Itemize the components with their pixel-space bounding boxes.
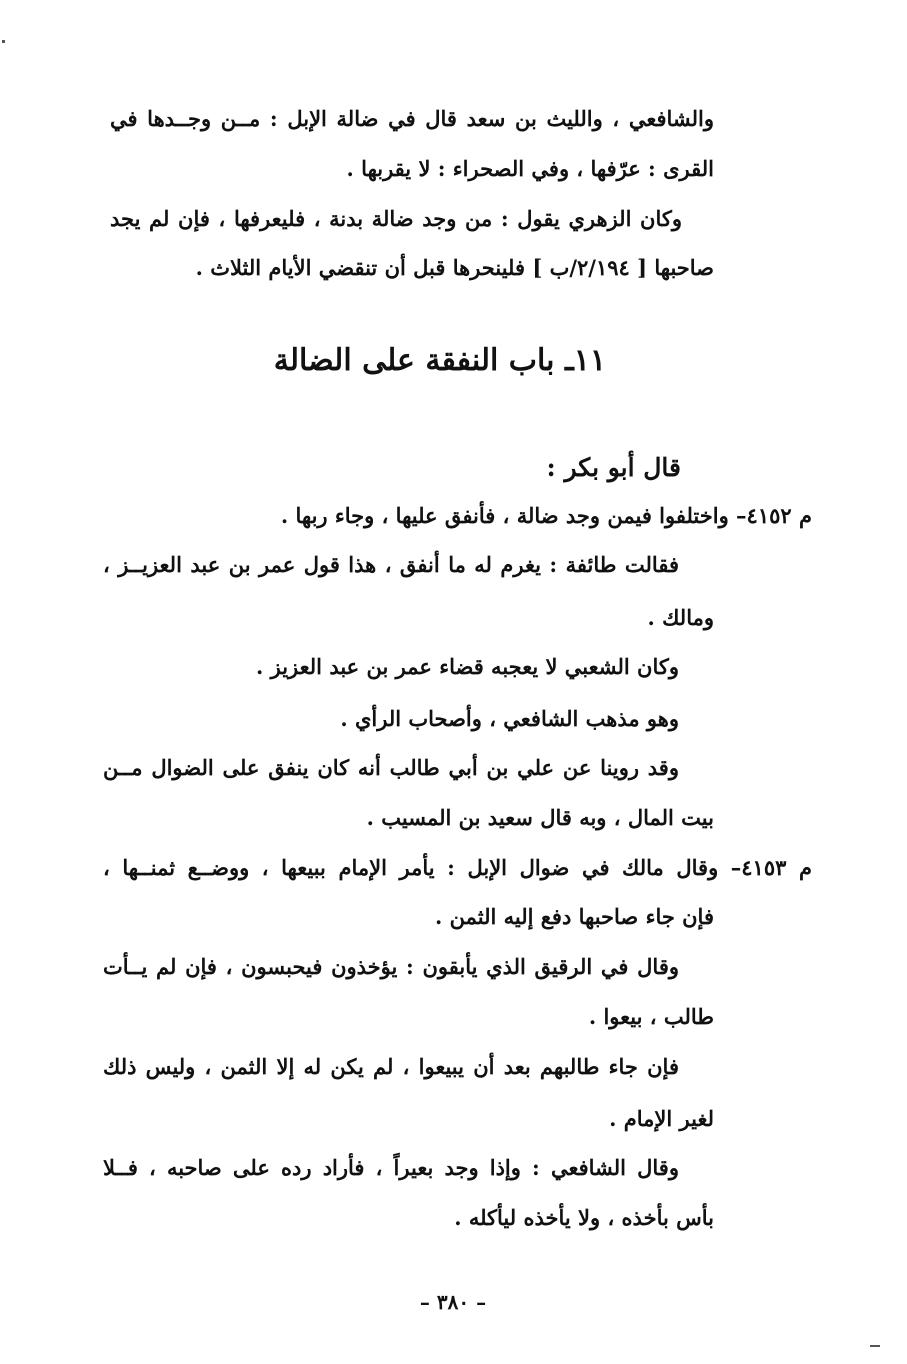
entry-line: فقالت طائفة : يغرم له ما أنفق ، هذا قول عمر بن عبد العزيــز ، (103, 552, 679, 577)
text-line: صاحبها [ ٢/١٩٤/ب ] فلينحرها قبل أن تنقضي الأيام الثلاث . (195, 255, 714, 280)
entry-line: ومالك . (647, 605, 714, 630)
entry-line: وقد روينا عن علي بن أبي طالب أنه كان ينفق على الضوال مــن (103, 755, 679, 780)
entry-line: فإن جاء طالبهم بعد أن يبيعوا ، لم يكن له إلا الثمن ، وليس ذلك (103, 1054, 679, 1079)
entry-line: فإن جاء صاحبها دفع إليه الثمن . (434, 904, 714, 929)
scan-mark (870, 1345, 880, 1347)
entry-line: م ٤١٥٢– واختلفوا فيمن وجد ضالة ، فأنفق عليها ، وجاء ربها . (280, 503, 812, 528)
entry-line: بأس بأخذه ، ولا يأخذه ليأكله . (454, 1205, 714, 1230)
page-number: – ٣٨٠ – (419, 1290, 487, 1314)
entry-line: طالب ، بيعوا . (588, 1004, 714, 1029)
entry-line: م ٤١٥٣– وقال مالك في ضوال الإبل : يأمر الإمام ببيعها ، ووضــع ثمنــها ، (103, 855, 812, 880)
text-line: القرى : عرّفها ، وفي الصحراء : لا يقربها . (346, 156, 714, 181)
speaker-heading: قال أبو بكر : (546, 453, 681, 482)
entry-line: وقال الشافعي : وإذا وجد بعيراً ، فأراد رده على صاحبه ، فــلا (103, 1155, 679, 1180)
entry-line: بيت المال ، وبه قال سعيد بن المسيب . (366, 805, 714, 830)
text-line: وكان الزهري يقول : من وجد ضالة بدنة ، فليعرفها ، فإن لم يجد (110, 206, 682, 231)
text-line: والشافعي ، والليث بن سعد قال في ضالة الإبل : مــن وجــدها في (110, 106, 714, 131)
entry-line: وقال في الرقيق الذي يأبقون : يؤخذون فيحبسون ، فإن لم يــأت (103, 954, 679, 979)
chapter-title: ١١ـ باب النفقة على الضالة (273, 343, 606, 378)
entry-line: لغير الإمام . (609, 1106, 714, 1131)
entry-line: وهو مذهب الشافعي ، وأصحاب الرأي . (340, 706, 679, 731)
scan-mark (2, 40, 5, 43)
entry-line: وكان الشعبي لا يعجبه قضاء عمر بن عبد العزيز . (256, 654, 679, 679)
